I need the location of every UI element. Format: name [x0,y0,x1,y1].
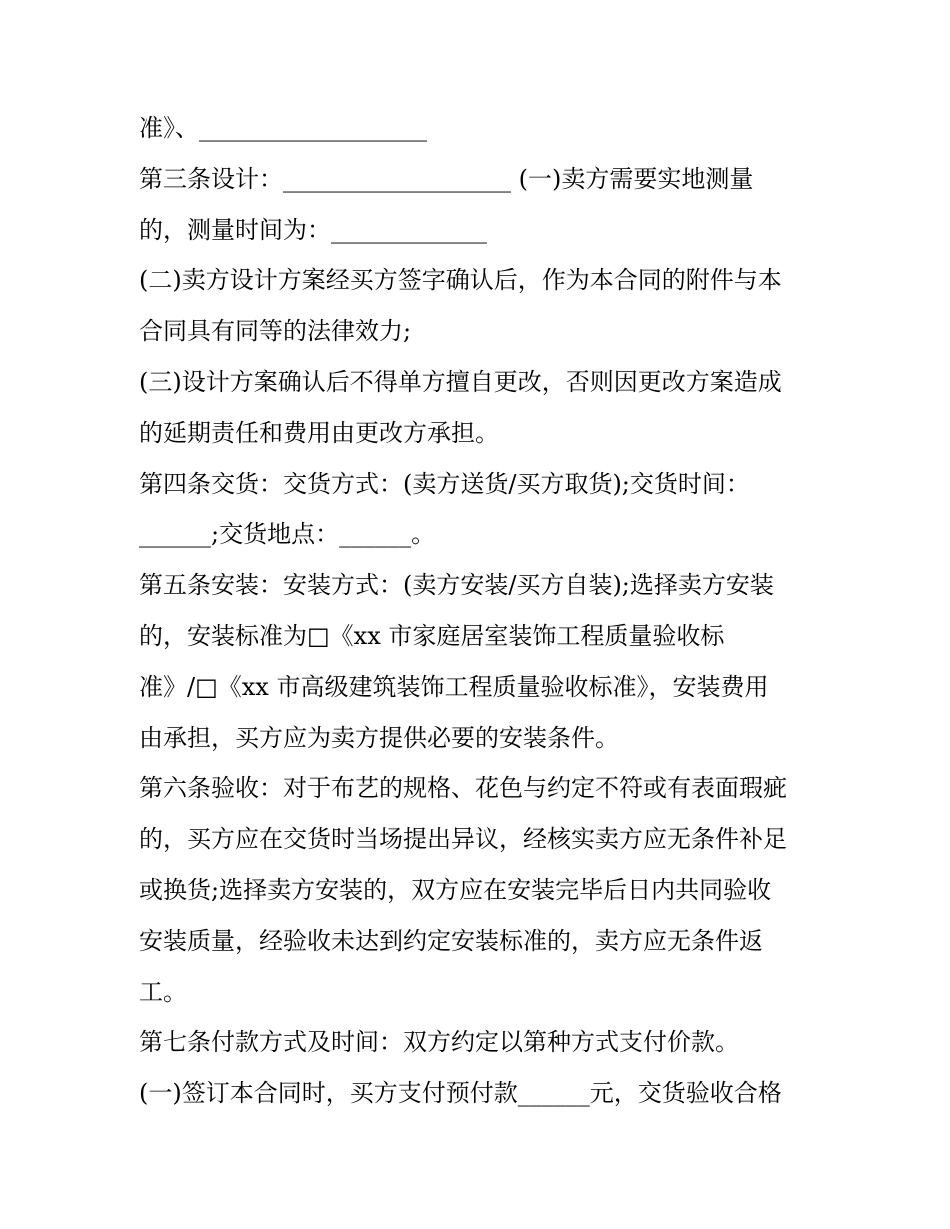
text-line: 准》/□《xx 市高级建筑装饰工程质量验收标准》，安装费用 [139,672,769,701]
text-line: 合同具有同等的法律效力; [139,317,412,346]
text-line: 的延期责任和费用由更改方承担。 [139,418,499,447]
text-line: 安装质量，经验收未达到约定安装标准的，卖方应无条件返 [139,926,763,955]
text-line: 的，安装标准为□《xx 市家庭居室装饰工程质量验收标 [139,621,725,650]
text-line: 第四条交货：交货方式：(卖方送货/买方取货);交货时间： [139,469,750,498]
text-line: 或换货;选择卖方安装的，双方应在安装完毕后日内共同验收 [139,875,772,904]
text-line: 由承担，买方应为卖方提供必要的安装条件。 [139,723,619,752]
text-line: 第六条验收：对于布艺的规格、花色与约定不符或有表面瑕疵 [139,774,787,803]
text-line: 准》、___________________ [139,114,427,142]
text-line: 的，买方应在交货时当场提出异议，经核实卖方应无条件补足 [139,825,787,854]
document-body [139,103,819,1119]
text-line: ______;交货地点：______。 [139,520,436,549]
text-line: (二)卖方设计方案经买方签字确认后，作为本合同的附件与本 [139,266,782,295]
text-line: (三)设计方案确认后不得单方擅自更改，否则因更改方案造成 [139,367,782,396]
text-line: 的，测量时间为：_____________ [139,215,487,244]
text-line: (一)签订本合同时，买方支付预付款______元，交货验收合格 [139,1079,782,1108]
text-line: 第五条安装：安装方式：(卖方安装/买方自装);选择卖方安装 [139,571,774,600]
text-line: 工。 [139,977,187,1006]
text-line: 第三条设计：___________________ (一)卖方需要实地测量 [139,164,754,193]
text-line: 第七条付款方式及时间：双方约定以第种方式支付价款。 [139,1028,739,1057]
